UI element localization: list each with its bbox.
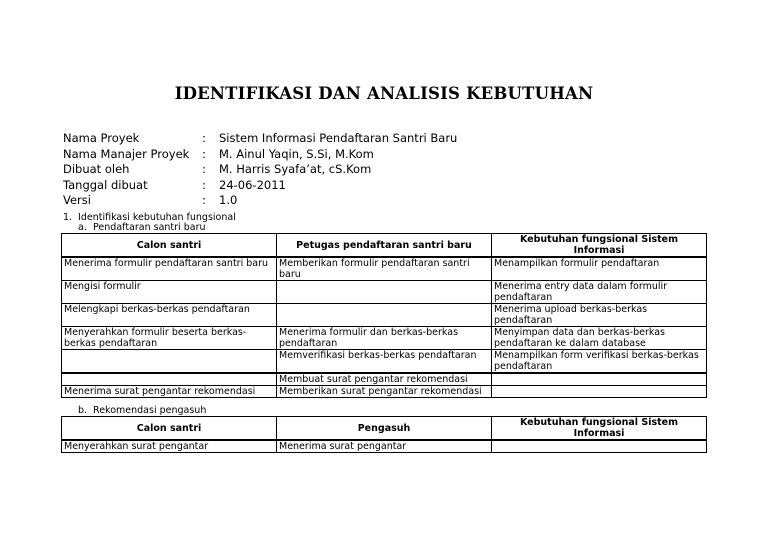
table-cell: Memverifikasi berkas-berkas pendaftaran [277,350,492,374]
table-cell [277,281,492,304]
section-number: 1. [63,212,73,223]
table-row [62,304,707,327]
table-row [62,440,707,453]
meta-separator: : [202,131,206,145]
meta-value: M. Harris Syafa’at, cS.Kom [219,162,372,176]
column-header: Calon santri [62,234,277,258]
meta-value: Sistem Informasi Pendaftaran Santri Baru [219,131,458,145]
table-cell: Menerima upload berkas-berkas pendaftaran [492,304,707,327]
subsection-label: Pendaftaran santri baru [93,222,206,233]
column-header: Kebutuhan fungsional Sistem Informasi [492,417,707,441]
table-cell: Menerima formulir dan berkas-berkas pendaftaran [277,327,492,350]
table-row [62,327,707,350]
table-row [62,386,707,398]
meta-separator: : [202,177,206,192]
subsection-number: b. [78,405,88,416]
table-cell [492,440,707,453]
table-cell [492,373,707,386]
meta-label: Nama Proyek [63,131,140,145]
meta-label: Nama Manajer Proyek [63,146,190,161]
subsection-b-heading [78,405,206,416]
subsection-label: Rekomendasi pengasuh [93,405,207,416]
subsection-a-heading [78,222,206,233]
table-pendaftaran [61,233,707,398]
meta-label: Versi [63,193,91,207]
table-cell: Menampilkan formulir pendaftaran [492,257,707,281]
table-rekomendasi [61,416,707,453]
subsection-number: a. [78,222,87,233]
table-row [62,281,707,304]
table-cell: Menyerahkan formulir beserta berkas-berkas pendaftaran [62,327,277,350]
table-row [62,257,707,281]
meta-label: Tanggal dibuat [63,177,148,192]
table-cell: Menerima surat pengantar rekomendasi [62,386,277,398]
table-cell [62,373,277,386]
table-row [62,373,707,386]
table-cell: Menerima surat pengantar [277,440,492,453]
meta-value: 1.0 [219,193,238,207]
meta-separator: : [202,162,206,176]
table-cell [492,386,707,398]
table-cell: Menyerahkan surat pengantar [62,440,277,453]
table-cell: Melengkapi berkas-berkas pendaftaran [62,304,277,327]
page-title: IDENTIFIKASI DAN ANALISIS KEBUTUHAN [174,84,594,103]
column-header: Petugas pendaftaran santri baru [277,234,492,258]
column-header: Pengasuh [277,417,492,441]
table-cell [277,304,492,327]
table-cell: Menyimpan data dan berkas-berkas pendaftaran ke dalam database [492,327,707,350]
table-cell: Memberikan formulir pendaftaran santri baru [277,257,492,281]
table-header-row [62,234,707,258]
meta-label: Dibuat oleh [63,162,130,176]
table-header-row [62,417,707,441]
column-header: Calon santri [62,417,277,441]
meta-value: 24-06-2011 [219,177,286,192]
table-cell: Menerima entry data dalam formulir pendaftaran [492,281,707,304]
table-cell: Membuat surat pengantar rekomendasi [277,373,492,386]
table-cell: Menampilkan form verifikasi berkas-berkas pendaftaran [492,350,707,374]
meta-separator: : [202,146,206,161]
column-header: Kebutuhan fungsional Sistem Informasi [492,234,707,258]
table-cell: Memberikan surat pengantar rekomendasi [277,386,492,398]
table-row [62,350,707,374]
meta-separator: : [202,193,206,207]
meta-value: M. Ainul Yaqin, S.Si, M.Kom [219,146,374,161]
table-cell: Mengisi formulir [62,281,277,304]
table-cell [62,350,277,374]
table-cell: Menerima formulir pendaftaran santri baru [62,257,277,281]
section-label: Identifikasi kebutuhan fungsional [78,212,236,223]
